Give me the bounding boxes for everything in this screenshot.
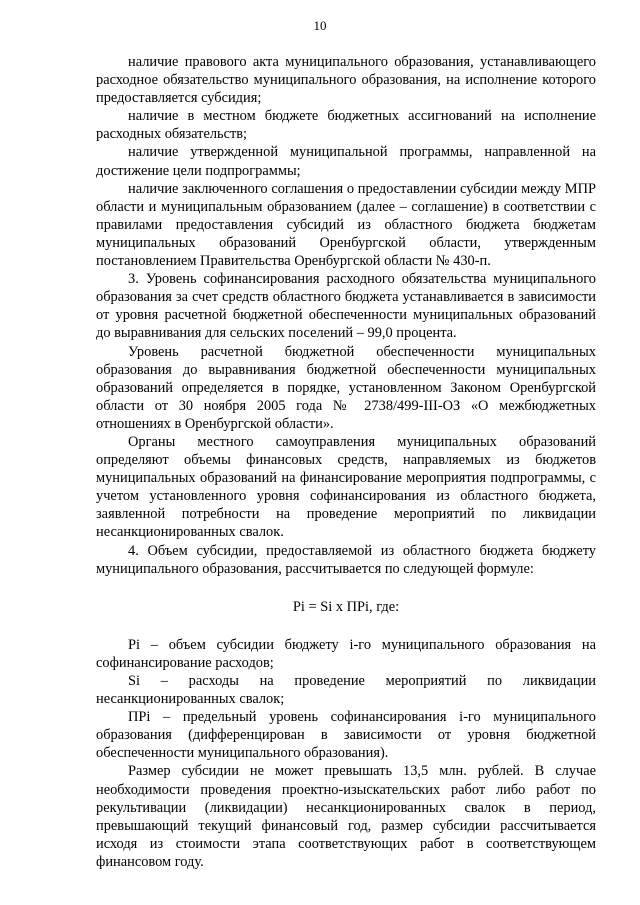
paragraph-subsidy-limit: Размер субсидии не может превышать 13,5 млн. рублей. В случае необходимости проведения проектно-изыскательских работ либо работ по рекультивации (ликвидации) несанкционированных свалок в период, превышающий текущий финансовый год, размер субсидии рассчитывается исходя из стоимости этапа соответствующих работ в соответствующем финансовом году. (96, 763, 596, 870)
subsidy-formula: Pi = Si x ПРi, где: (292, 598, 400, 615)
paragraph-local-authorities: Органы местного самоуправления муниципальных образований определяют объемы финансовых средств, направляемых из бюджетов муниципальных образований на финансирование мероприятия подпрограммы, с учетом установленного уровня софинансирования из областного бюджета, заявленной потребности на проведение мероприятий по ликвидации несанкционированных свалок. (96, 433, 596, 541)
page-number: 10 (313, 18, 327, 33)
definition-pi: Pi – объем субсидии бюджету i-го муниципального образования на софинансирование расходов; (96, 636, 596, 671)
paragraph-cofinancing-level: 3. Уровень софинансирования расходного обязательства муниципального образования за счет средств областного бюджета устанавливается в зависимости от уровня расчетной бюджетной обеспеченности муниципальных образований до выравнивания для сельских поселений – 99,0 процента. (96, 271, 596, 342)
paragraph-subsidy-volume: 4. Объем субсидии, предоставляемой из областного бюджета бюджету муниципального образования, рассчитывается по следующей формуле: (96, 542, 596, 577)
paragraph-municipal-program: наличие утвержденной муниципальной программы, направленной на достижение цели подпрограммы; (96, 144, 596, 179)
definition-pri: ПРi – предельный уровень софинансирования i-го муниципального образования (дифференцирован в зависимости от уровня бюджетной обеспеченности муниципального образования). (96, 709, 596, 762)
document-body (96, 53, 596, 871)
paragraph-budget-provision: Уровень расчетной бюджетной обеспеченности муниципальных образования до выравнивания бюджетной обеспеченности муниципальных образований определяется в порядке, установленном Законом Оренбургской области от 30 ноября 2005 года № 2738/499-III-ОЗ «О межбюджетных отношениях в Оренбургской области». (96, 343, 596, 432)
paragraph-budget-allocations: наличие в местном бюджете бюджетных ассигнований на исполнение расходных обязательств; (96, 108, 596, 143)
definition-si: Si – расходы на проведение мероприятий по ликвидации несанкционированных свалок; (96, 673, 596, 708)
paragraph-agreement: наличие заключенного соглашения о предоставлении субсидии между МПР области и муниципальным образованием (далее – соглашение) в соответствии с правилами предоставления субсидий из областного бюджета бюджетам муниципальных образований Оренбургской области, утвержденным постановлением Правительства Оренбургской области № 430-п. (96, 180, 596, 270)
paragraph-legal-act: наличие правового акта муниципального образования, устанавливающего расходное обязательство муниципального образования, на исполнение которого предоставляется субсидия; (96, 54, 596, 107)
